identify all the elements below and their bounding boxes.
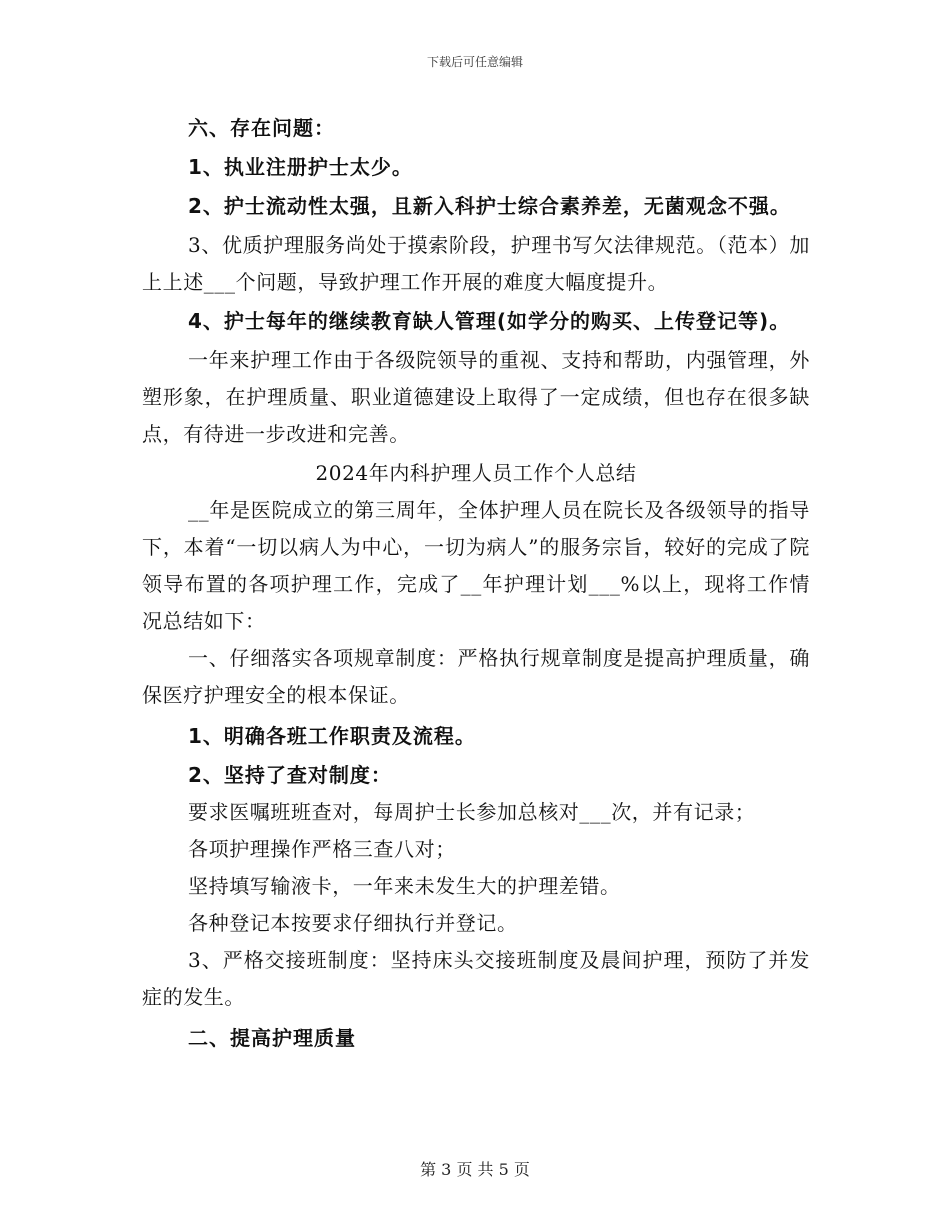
section-heading-quality: 二、提高护理质量: [188, 1026, 356, 1050]
rules-item-2: 2、坚持了查对制度：: [188, 763, 392, 787]
page-number-footer: 第 3 页 共 5 页: [420, 1160, 530, 1179]
problem-item-1: 1、执业注册护士太少。: [188, 155, 413, 179]
problem-item-2: 2、护士流动性太强，且新入科护士综合素养差，无菌观念不强。: [188, 194, 791, 218]
intro-paragraph: __年是医院成立的第三周年，全体护理人员在院长及各级领导的指导下，本着“一切以病人为中心，一切为病人”的服务宗旨，较好的完成了院领导布置的各项护理工作，完成了__年护理计划___%以上，现将工作情况总结如下：: [142, 498, 810, 633]
rules-item-1: 1、明确各班工作职责及流程。: [188, 724, 476, 748]
header-note: 下载后可任意编辑: [426, 55, 523, 69]
section-rules-paragraph: 一、仔细落实各项规章制度：严格执行规章制度是提高护理质量，确保医疗护理安全的根本保证。: [142, 646, 810, 707]
problem-item-3: 3、优质护理服务尚处于摸索阶段，护理书写欠法律规范。（范本）加上上述___个问题，导致护理工作开展的难度大幅度提升。: [142, 233, 810, 294]
rules-item-3: 3、严格交接班制度：坚持床头交接班制度及晨间护理，预防了并发症的发生。: [142, 948, 810, 1009]
document-body: [142, 110, 810, 1057]
check-line-4: 各种登记本按要求仔细执行并登记。: [188, 911, 518, 935]
closing-paragraph: 一年来护理工作由于各级院领导的重视、支持和帮助，内强管理，外塑形象，在护理质量、职业道德建设上取得了一定成绩，但也存在很多缺点，有待进一步改进和完善。: [142, 348, 810, 446]
check-line-2: 各项护理操作严格三查八对；: [188, 837, 456, 861]
check-line-1: 要求医嘱班班查对，每周护士长参加总核对___次，并有记录；: [188, 800, 756, 824]
section-heading-problems: 六、存在问题：: [188, 116, 335, 140]
problem-item-4: 4、护士每年的继续教育缺人管理(如学分的购买、上传登记等)。: [188, 309, 791, 333]
check-line-3: 坚持填写输液卡，一年来未发生大的护理差错。: [188, 874, 621, 898]
document-title: 2024年内科护理人员工作个人总结: [315, 461, 637, 485]
